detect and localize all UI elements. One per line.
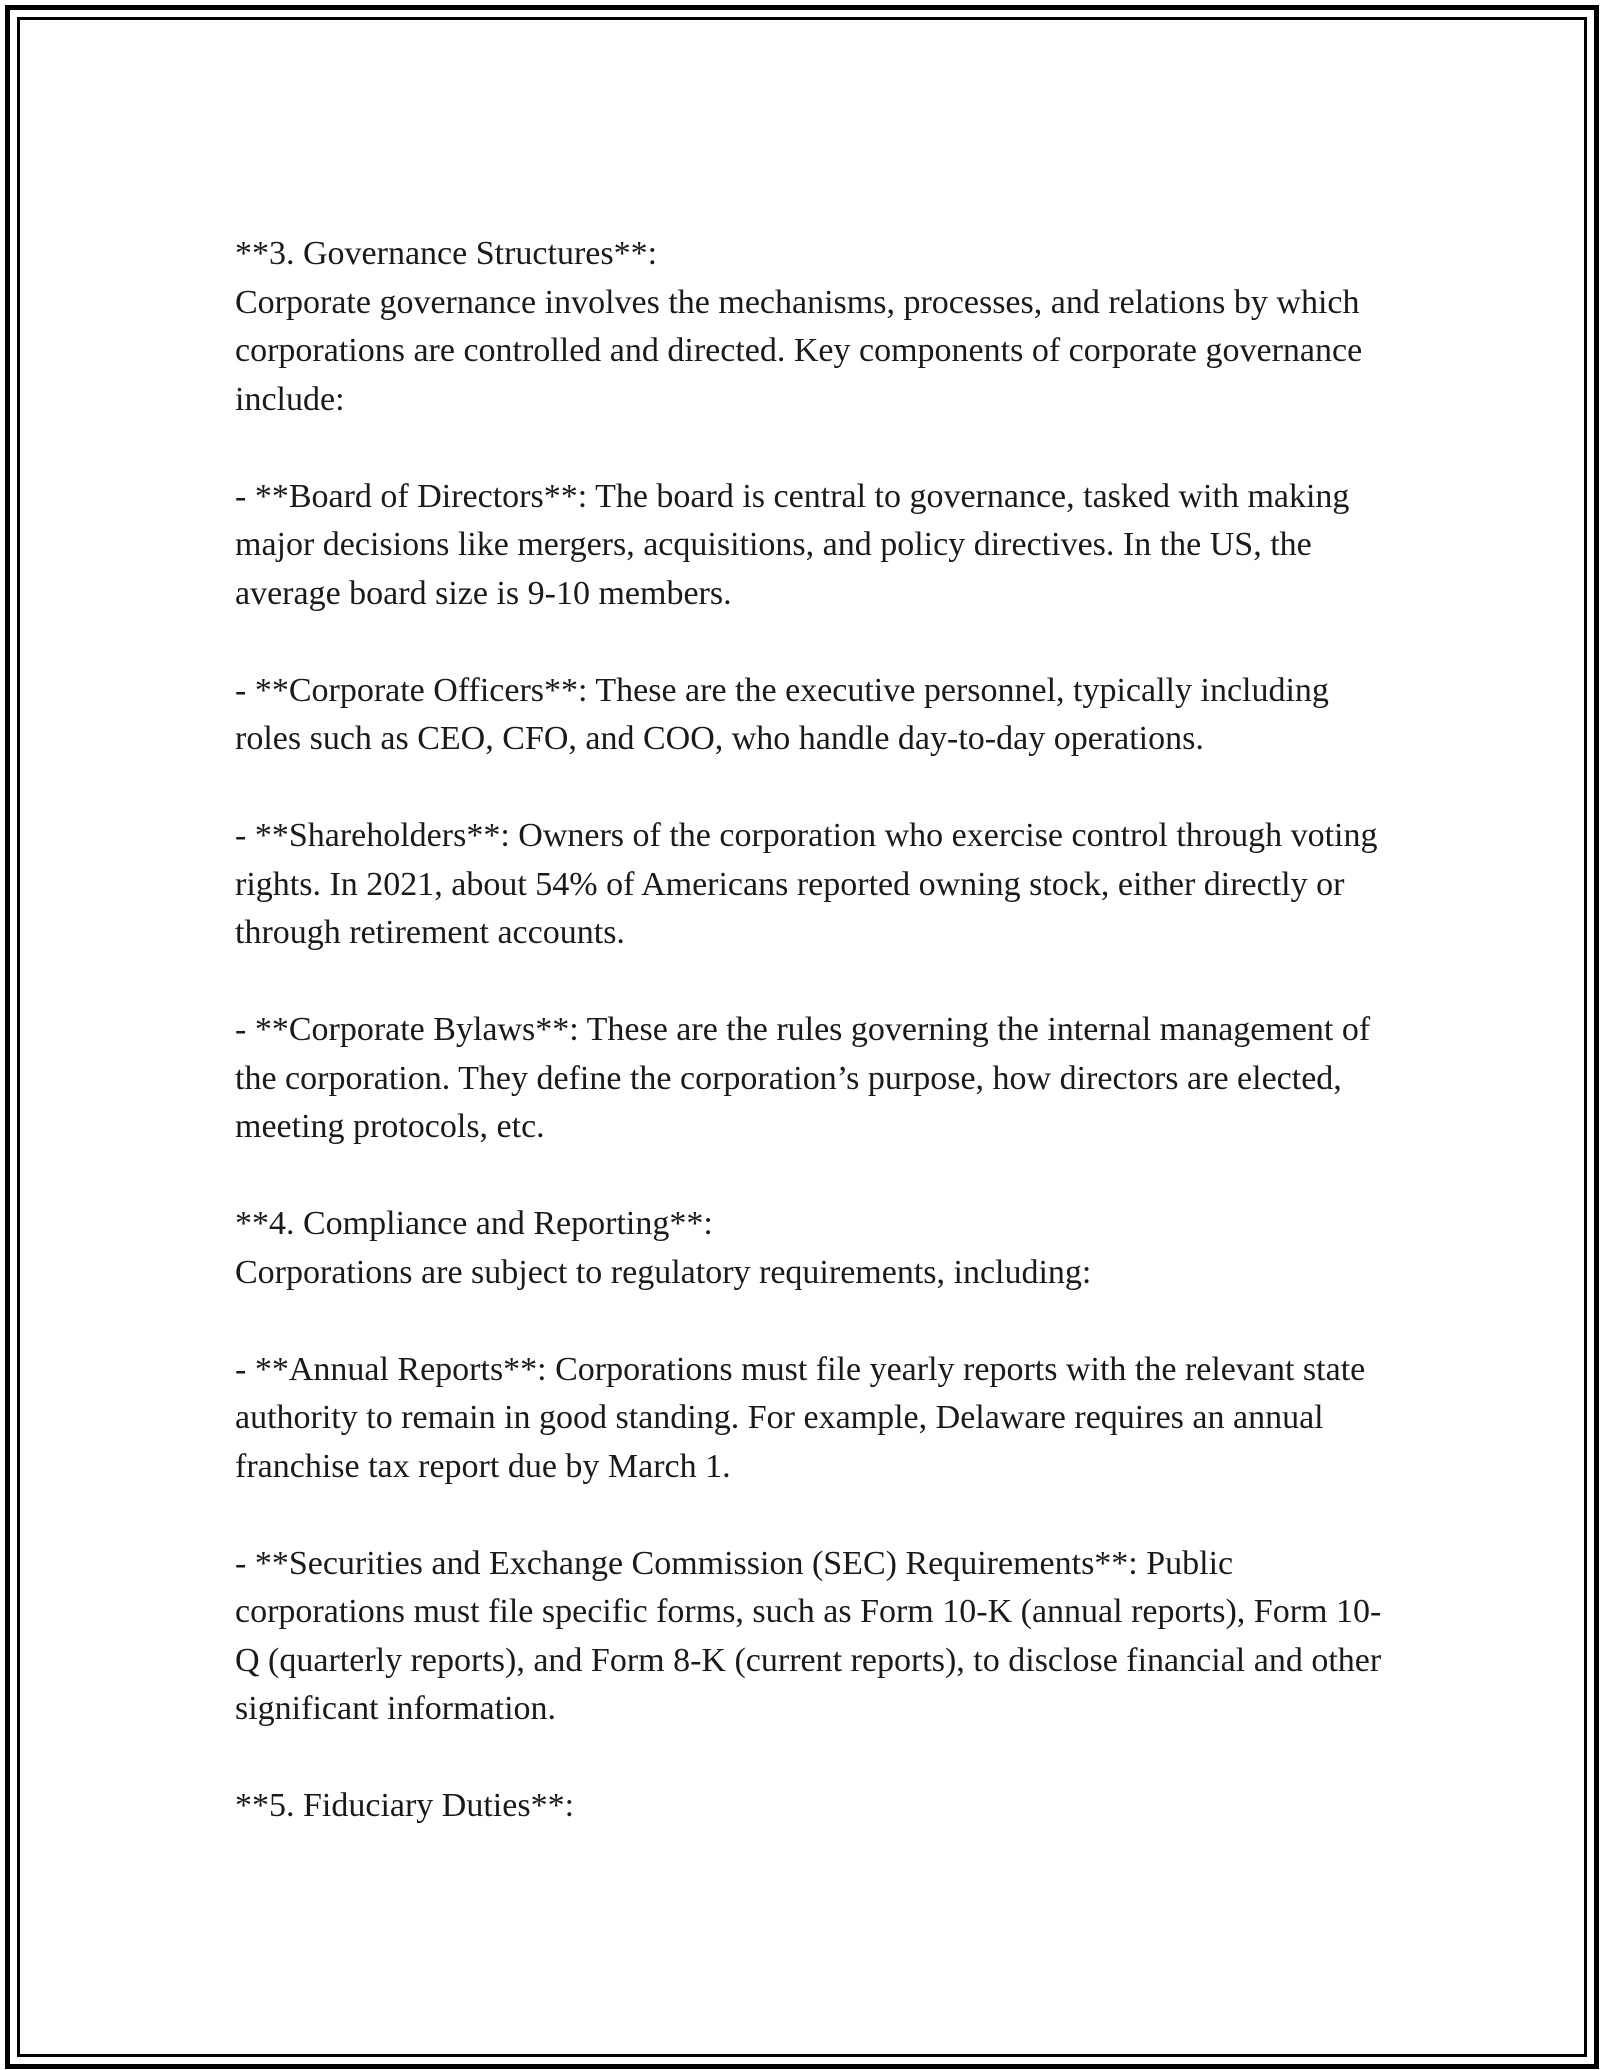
- bullet-annual-reports: - **Annual Reports**: Corporations must file yearly reports with the relevant state authority to remain in good standing. For example, Delaware requires an annual franchise tax report due by March 1.: [235, 1350, 1366, 1485]
- section-heading-fiduciary-duties: **5. Fiduciary Duties**:: [235, 1787, 575, 1824]
- bullet-corporate-officers: - **Corporate Officers**: These are the executive personnel, typically including roles such as CEO, CFO, and COO, who handle day-to-day operations.: [235, 671, 1329, 757]
- document-body: [235, 230, 1385, 1831]
- bullet-corporate-bylaws: - **Corporate Bylaws**: These are the rules governing the internal management of the corporation. They define the corporation’s purpose, how directors are elected, meeting protocols, etc.: [235, 1011, 1371, 1145]
- bullet-board-of-directors: - **Board of Directors**: The board is central to governance, tasked with making major decisions like mergers, acquisitions, and policy directives. In the US, the average board size is 9-10 members.: [235, 477, 1350, 612]
- bullet-sec-requirements: - **Securities and Exchange Commission (SEC) Requirements**: Public corporations must file specific forms, such as Form 10-K (annual reports), Form 10-Q (quarterly reports), and Form 8-K (current reports), to disclose financial and other significant information.: [235, 1544, 1382, 1727]
- governance-intro-paragraph: Corporate governance involves the mechanisms, processes, and relations by which corporations are controlled and directed. Key components of corporate governance include:: [235, 283, 1363, 418]
- section-heading-compliance-and-reporting: **4. Compliance and Reporting**:: [235, 1205, 713, 1242]
- section-heading-governance-structures: **3. Governance Structures**:: [235, 235, 658, 272]
- compliance-intro-paragraph: Corporations are subject to regulatory requirements, including:: [235, 1253, 1092, 1291]
- bullet-shareholders: - **Shareholders**: Owners of the corporation who exercise control through voting rights. In 2021, about 54% of Americans reported owning stock, either directly or through retirement accounts.: [235, 817, 1378, 951]
